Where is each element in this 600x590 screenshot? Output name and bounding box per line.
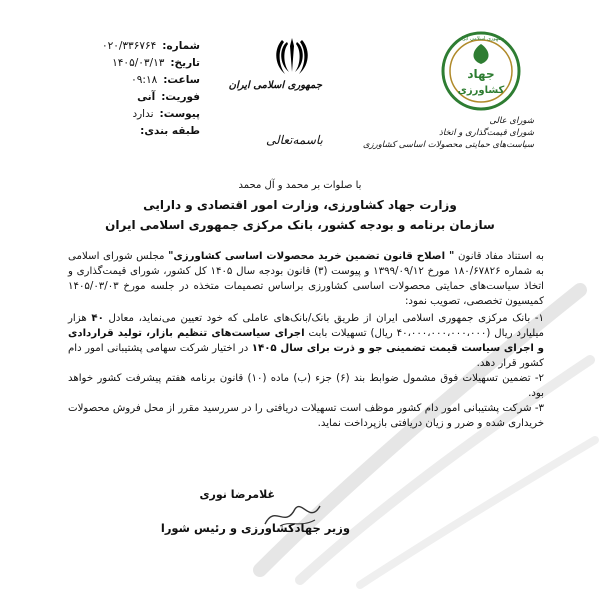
attachment-row bbox=[40, 106, 200, 123]
letter-body bbox=[68, 249, 544, 431]
number-row bbox=[40, 38, 200, 55]
date-label: تاریخ: bbox=[170, 57, 200, 69]
council-line-3: سیاست‌های حمایتی محصولات اساسی کشاورزی bbox=[362, 140, 534, 150]
signer-title: وزیر جهادکشاورزی و رئیس شورا bbox=[160, 521, 350, 535]
paragraph-item-2: ۲- تضمین تسهیلات فوق مشمول ضوابط بند (۶) جزء (ب) ماده (۱۰) قانون برنامه هفتم پیشرفت کشور خواهد بود. bbox=[68, 373, 544, 399]
signer-name: غلامرضا نوری bbox=[199, 488, 275, 501]
addressee-line-2: سازمان برنامه و بودجه کشور، بانک مرکزی جمهوری اسلامی ایران bbox=[105, 218, 495, 232]
classification-label: طبقه بندی: bbox=[140, 125, 200, 137]
urgency-value: آنی bbox=[137, 91, 156, 103]
attachment-value: ندارد bbox=[132, 108, 154, 120]
urgency-label: فوریت: bbox=[161, 91, 200, 103]
law-title: " اصلاح قانون تضمین خرید محصولات اساسی کشاورزی" bbox=[168, 251, 455, 262]
paragraph-intro bbox=[68, 249, 544, 309]
intro-text-1: به استناد مفاد قانون bbox=[454, 251, 544, 262]
letter-meta bbox=[40, 38, 200, 140]
council-line-1: شورای عالی bbox=[489, 116, 534, 126]
urgency-row bbox=[40, 89, 200, 106]
iran-emblem bbox=[228, 36, 322, 91]
logo-top-text: جهاد bbox=[467, 67, 495, 81]
date-value: ۱۴۰۵/۰۳/۱۳ bbox=[112, 57, 165, 69]
time-value: ۰۹:۱۸ bbox=[131, 74, 158, 86]
salawat-line: با صلوات بر محمد و آل محمد bbox=[238, 180, 362, 191]
emblem-text: جمهوری اسلامی ایران bbox=[228, 80, 322, 91]
classification-row bbox=[40, 123, 200, 140]
logo-ring-text: جمهوری اسلامی ایران bbox=[457, 36, 505, 42]
item1-amount: ۴۰ bbox=[91, 313, 104, 324]
council-line-2: شورای قیمت‌گذاری و اتخاذ bbox=[439, 128, 534, 138]
paragraph-item-1 bbox=[68, 311, 544, 371]
logo-bottom-text: کشاورزی bbox=[457, 85, 505, 96]
intro-text-2: مجلس شورای اسلامی به شماره ۱۸۰/۶۷۸۲۶ مورخ ۱۳۹۹/۰۹/۱۲ و پیوست (۳) قانون بودجه سال ۱۴۰۵ کل کشور، شورای قیمت‌گذاری و اتخاذ سیاست‌های حمایتی محصولات اساسی کشاورزی براساس تصمیمات متخذه در جلسه مورخ ۱۴۰۵/۰۳/۰۳ کمیسیون تخصصی، تصویب نمود: bbox=[68, 251, 544, 307]
item1-text-1: ۱- بانک مرکزی جمهوری اسلامی ایران از طریق بانک/بانک‌های عاملی که خود تعیین می‌نماید، معادل bbox=[103, 313, 545, 324]
addressee-line-1: وزارت جهاد کشاورزی، وزارت امور اقتصادی و دارایی bbox=[143, 198, 457, 212]
item1-text-3: در اختیار شرکت سهامی پشتیبانی امور دام کشور قرار دهد. bbox=[68, 343, 544, 369]
time-label: ساعت: bbox=[163, 74, 200, 86]
attachment-label: پیوست: bbox=[159, 108, 200, 120]
number-label: شماره: bbox=[162, 40, 200, 52]
jahad-keshavarzi-logo bbox=[440, 30, 522, 112]
emblem-icon bbox=[275, 36, 309, 76]
number-value: ۰۲۰/۳۳۶۷۶۴ bbox=[101, 40, 157, 52]
paragraph-item-3: ۳- شرکت پشتیبانی امور دام کشور موظف است تسهیلات دریافتی را در سررسید مقرر از محل فروش محصولات خریداری شده و ضرر و زیان دریافتی بازپرداخت نماید. bbox=[68, 403, 544, 429]
bismillah: باسمه‌تعالی bbox=[266, 133, 323, 147]
item1-text-2: هزار میلیارد ریال (۴۰،۰۰۰،۰۰۰،۰۰۰،۰۰۰ ریال) تسهیلات بابت bbox=[68, 313, 544, 339]
date-row bbox=[40, 55, 200, 72]
item1-purpose: اجرای سیاست‌های تنظیم بازار، تولید قراردادی و اجرای سیاست قیمت تضمینی جو و ذرت برای سال ۱۴۰۵ bbox=[68, 328, 544, 354]
time-row bbox=[40, 72, 200, 89]
